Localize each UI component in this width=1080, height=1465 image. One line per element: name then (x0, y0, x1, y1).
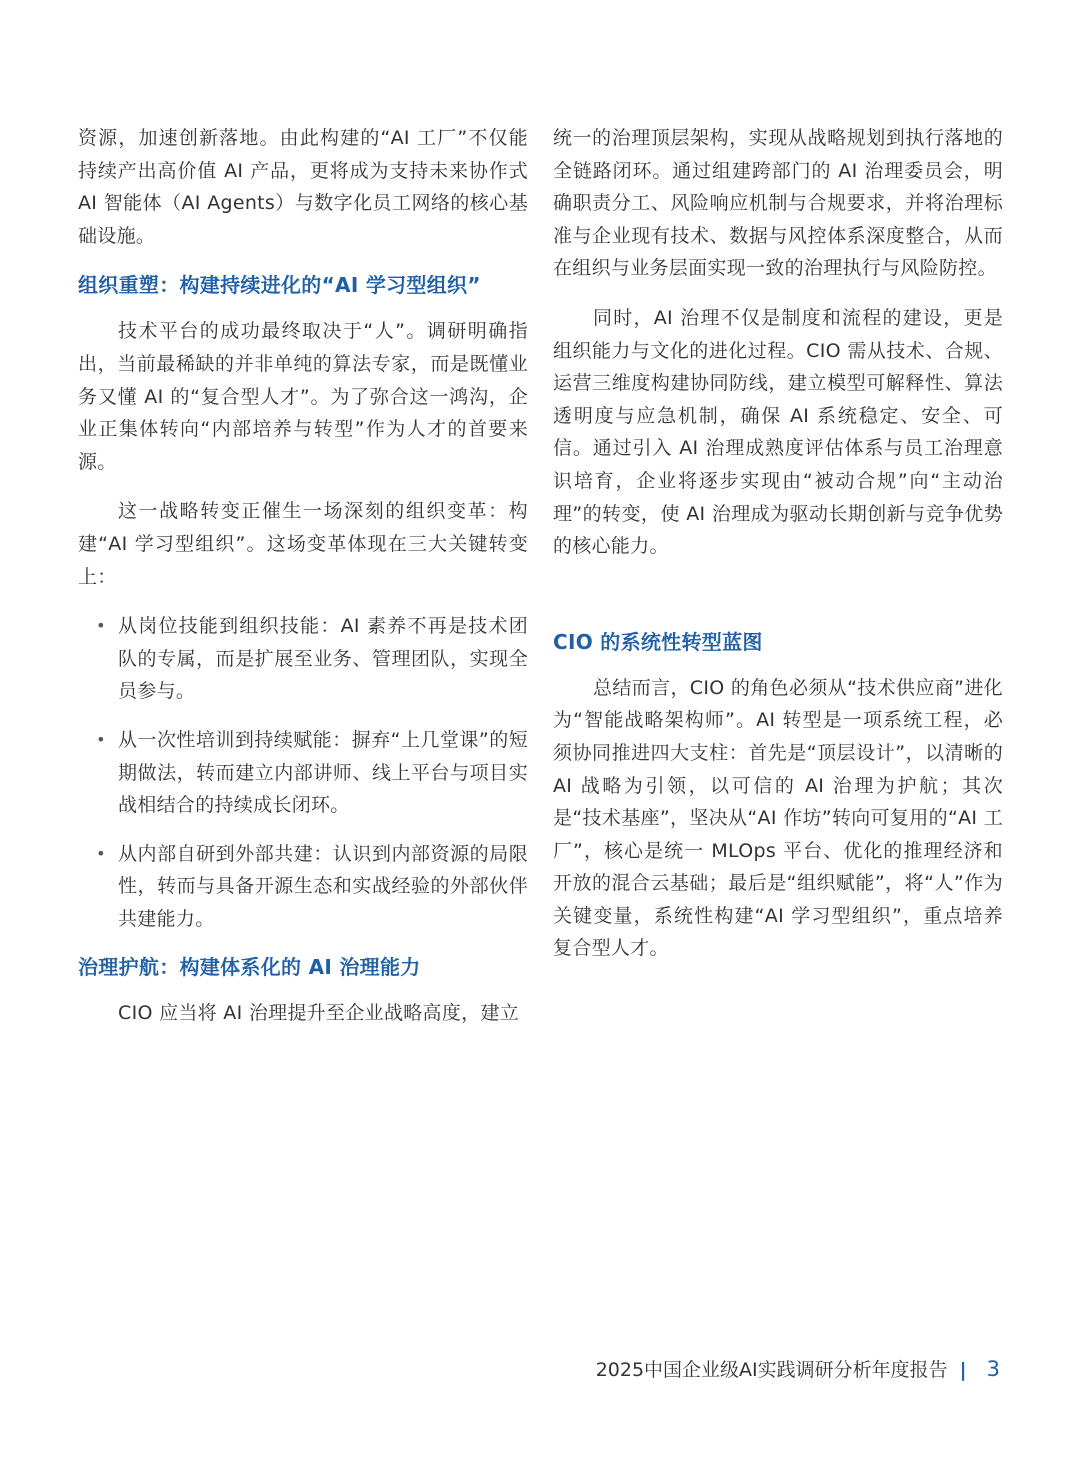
paragraph-governance-intro: CIO 应当将 AI 治理提升至企业战略高度，建立 (118, 1002, 520, 1025)
section-spacer (553, 580, 1003, 620)
report-title: 2025中国企业级AI实践调研分析年度报告 (595, 1359, 948, 1381)
list-item (78, 610, 528, 708)
paragraph-governance-architecture: 统一的治理顶层架构，实现从战略规划到执行落地的全链路闭环。通过组建跨部门的 AI 治理委员会，明确职责分工、风险响应机制与合规要求，并将治理标准与企业现有技术、数据与风控体系深度整合，从而在组织与业务层面实现一致的治理执行与风险防控。 (553, 127, 1003, 280)
bullet-dot-icon: • (96, 843, 106, 863)
left-column (78, 122, 528, 1047)
paragraph-blueprint-summary: 总结而言，CIO 的角色必须从“技术供应商”进化为“智能战略架构师”。AI 转型是一项系统工程，必须协同推进四大支柱：首先是“顶层设计”，以清晰的 AI 战略为引领，以可信的 AI 治理为护航；其次是“技术基座”，坚决从“AI 作坊”转向可复用的“AI 工厂”，核心是统一 MLOps 平台、优化的推理经济和开放的混合云基础；最后是“组织赋能”，将“人”作为关键变量，系统性构建“AI 学习型组织”，重点培养复合型人才。 (553, 676, 1003, 960)
paragraph-ai-factory: 资源，加速创新落地。由此构建的“AI 工厂”不仅能持续产出高价值 AI 产品，更将成为支持未来协作式 AI 智能体（AI Agents）与数字化员工网络的核心基础设施。 (78, 127, 528, 247)
section-heading-organization: 组织重塑：构建持续进化的“AI 学习型组织” (78, 273, 481, 298)
bullet-list-transformations (78, 610, 528, 935)
paragraph-talent: 技术平台的成功最终取决于“人”。调研明确指出，当前最稀缺的并非单纯的算法专家，而是既懂业务又懂 AI 的“复合型人才”。为了弥合这一鸿沟，企业正集体转向“内部培养与转型”作为人才的首要来源。 (78, 320, 528, 473)
section-heading-blueprint: CIO 的系统性转型蓝图 (553, 629, 763, 654)
list-item-text: 从岗位技能到组织技能：AI 素养不再是技术团队的专属，而是扩展至业务、管理团队，实现全员参与。 (118, 615, 528, 703)
list-item (78, 838, 528, 936)
list-item-text: 从一次性培训到持续赋能：摒弃“上几堂课”的短期做法，转而建立内部讲师、线上平台与项目实战相结合的持续成长闭环。 (118, 728, 528, 817)
paragraph-governance-culture: 同时，AI 治理不仅是制度和流程的建设，更是组织能力与文化的进化过程。CIO 需从技术、合规、运营三维度构建协同防线，建立模型可解释性、算法透明度与应急机制，确保 AI 系统稳定、安全、可信。通过引入 AI 治理成熟度评估体系与员工治理意识培育，企业将逐步实现由“被动合规”向“主动治理”的转变，使 AI 治理成为驱动长期创新与竞争优势的核心能力。 (553, 306, 1003, 558)
bullet-dot-icon: • (96, 616, 106, 636)
list-item-text: 从内部自研到外部共建：认识到内部资源的局限性，转而与具备开源生态和实战经验的外部伙伴共建能力。 (118, 842, 528, 930)
bullet-dot-icon: • (96, 729, 106, 749)
list-item (78, 724, 528, 822)
section-heading-governance: 治理护航：构建体系化的 AI 治理能力 (78, 955, 421, 980)
page-number: 3 (986, 1357, 1000, 1381)
paragraph-org-change: 这一战略转变正催生一场深刻的组织变革：构建“AI 学习型组织”。这场变革体现在三大关键转变上： (78, 500, 528, 588)
right-column (553, 122, 1003, 982)
page-footer (596, 1355, 1000, 1384)
footer-separator: | (959, 1359, 967, 1381)
